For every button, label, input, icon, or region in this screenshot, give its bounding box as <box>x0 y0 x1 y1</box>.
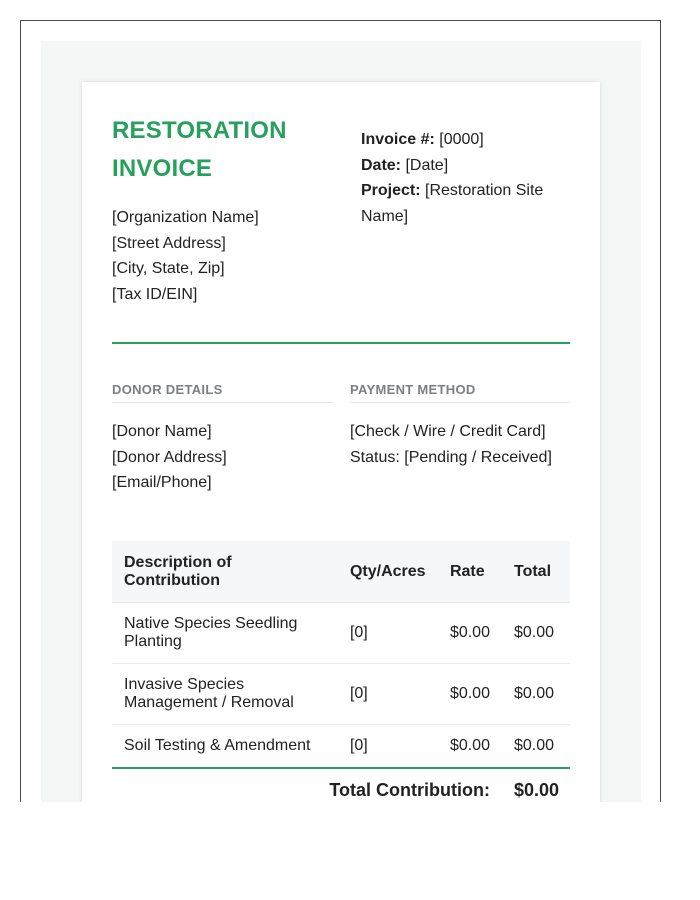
header-qty: Qty/Acres <box>338 541 438 603</box>
row-description: Native Species Seedling Planting <box>112 603 338 664</box>
donor-address: [Donor Address] <box>112 448 227 466</box>
donor-details-heading: DONOR DETAILS <box>112 382 333 403</box>
organization-name: [Organization Name] <box>112 209 259 226</box>
invoice-date-row <box>361 153 571 179</box>
donor-details <box>112 419 227 496</box>
invoice-title-line2: INVOICE <box>112 155 213 182</box>
row-qty: [0] <box>338 664 438 725</box>
row-qty: [0] <box>338 725 438 769</box>
total-contribution-label: Total Contribution: <box>329 780 490 800</box>
donor-contact: [Email/Phone] <box>112 474 212 492</box>
row-rate: $0.00 <box>438 664 502 725</box>
invoice-number-label: Invoice #: <box>361 131 435 148</box>
header-description: Description of Contribution <box>112 541 338 603</box>
row-rate: $0.00 <box>438 603 502 664</box>
invoice-date-label: Date: <box>361 156 402 174</box>
organization-block <box>112 205 259 308</box>
invoice-project-row <box>361 178 571 229</box>
organization-city: [City, State, Zip] <box>112 260 225 278</box>
row-rate: $0.00 <box>438 725 502 769</box>
donor-name: [Donor Name] <box>112 423 212 440</box>
contribution-table <box>112 541 570 769</box>
table-row <box>112 725 570 769</box>
payment-method-value: [Check / Wire / Credit Card] <box>350 423 546 440</box>
organization-street: [Street Address] <box>112 234 226 252</box>
table-row <box>112 664 570 725</box>
total-contribution-row <box>112 780 570 802</box>
page-frame <box>20 20 661 802</box>
invoice-number-row <box>361 127 571 153</box>
header-rate: Rate <box>438 541 502 603</box>
payment-method-heading: PAYMENT METHOD <box>350 382 570 403</box>
total-contribution-value: $0.00 <box>514 780 560 800</box>
invoice-title <box>112 112 312 188</box>
row-description: Soil Testing & Amendment <box>112 725 338 769</box>
header-total: Total <box>502 541 570 603</box>
table-row <box>112 603 570 664</box>
payment-status: Status: [Pending / Received] <box>350 448 552 466</box>
invoice-project-value: [Restoration Site Name] <box>361 182 544 226</box>
table-header-row <box>112 541 570 603</box>
page-background <box>41 41 641 802</box>
row-qty: [0] <box>338 603 438 664</box>
payment-details <box>350 419 552 470</box>
row-total: $0.00 <box>502 725 570 769</box>
invoice-title-line1: RESTORATION <box>112 117 287 144</box>
header-divider <box>112 342 570 344</box>
row-description: Invasive Species Management / Removal <box>112 664 338 725</box>
invoice-card <box>82 82 600 802</box>
invoice-project-label: Project: <box>361 182 421 200</box>
organization-tax-id: [Tax ID/EIN] <box>112 286 198 304</box>
invoice-number-value: [0000] <box>434 131 484 148</box>
invoice-date-value: [Date] <box>401 156 449 174</box>
row-total: $0.00 <box>502 603 570 664</box>
invoice-meta <box>361 127 571 230</box>
row-total: $0.00 <box>502 664 570 725</box>
